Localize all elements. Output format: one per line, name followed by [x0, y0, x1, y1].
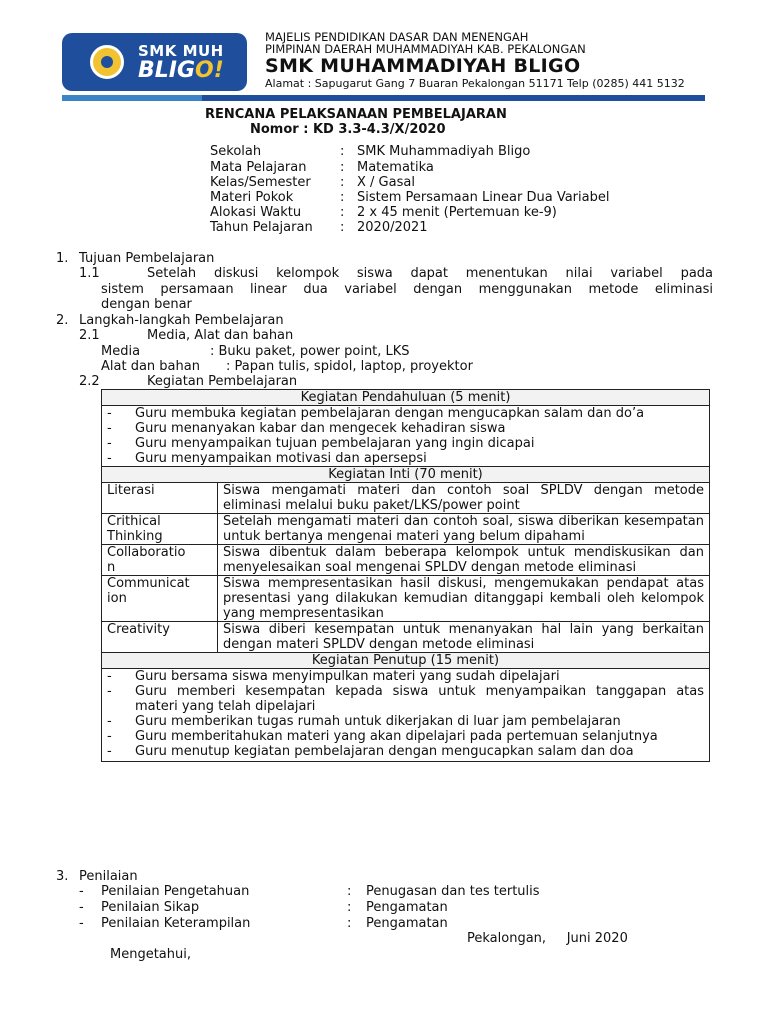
assessment-dash: -	[79, 884, 84, 899]
objective-line-2: sistem persamaan linear dua variabel dengan menggunakan metode eliminasi	[101, 282, 713, 297]
info-label: Kelas/Semester	[210, 175, 311, 190]
opening-activity-header: Kegiatan Pendahuluan (5 menit)	[102, 390, 710, 406]
table-row	[102, 545, 710, 576]
info-label: Tahun Pelajaran	[210, 220, 313, 235]
table-row	[102, 483, 710, 514]
assessment-label: Penilaian Keterampilan	[101, 916, 251, 931]
closing-activity-list	[102, 669, 710, 762]
table-row	[102, 406, 710, 467]
core-activity-label: Creativity	[102, 622, 218, 653]
section-2-1-number: 2.1	[79, 328, 100, 343]
section-3-title: Penilaian	[79, 869, 138, 884]
info-label: Alokasi Waktu	[210, 205, 302, 220]
section-2-2-title: Kegiatan Pembelajaran	[147, 374, 298, 389]
info-sep: :	[340, 175, 345, 190]
logo-text-top: SMK MUH	[138, 42, 224, 60]
section-1-title: Tujuan Pembelajaran	[79, 251, 215, 266]
school-logo	[62, 33, 247, 91]
section-2-title: Langkah-langkah Pembelajaran	[79, 313, 284, 328]
assessment-label: Penilaian Pengetahuan	[101, 884, 250, 899]
info-label: Materi Pokok	[210, 190, 294, 205]
info-value: 2020/2021	[357, 220, 428, 235]
table-row	[102, 622, 710, 653]
school-address: Alamat : Sapugarut Gang 7 Buaran Pekalongan 51171 Telp (0285) 441 5132	[265, 77, 685, 90]
assessment-value: Pengamatan	[366, 916, 448, 931]
section-1-number: 1.	[56, 251, 69, 266]
list-item: - Guru memberitahukan materi yang akan dipelajari pada pertemuan selanjutnya	[107, 729, 658, 744]
info-value: SMK Muhammadiyah Bligo	[357, 144, 531, 159]
org-line-2: PIMPINAN DAERAH MUHAMMADIYAH KAB. PEKALONGAN	[265, 42, 586, 56]
info-value: Matematika	[357, 160, 434, 175]
place-date: Pekalongan, Juni 2020	[467, 931, 628, 946]
tools-value: : Papan tulis, spidol, laptop, proyektor	[226, 359, 473, 374]
info-sep: :	[340, 205, 345, 220]
section-3-number: 3.	[56, 869, 69, 884]
document-title: RENCANA PELAKSANAAN PEMBELAJARAN	[205, 107, 507, 122]
org-line-1: MAJELIS PENDIDIKAN DASAR DAN MENENGAH	[265, 30, 529, 44]
table-row	[102, 390, 710, 406]
section-2-2-number: 2.2	[79, 374, 100, 389]
info-label: Mata Pelajaran	[210, 160, 307, 175]
closing-activity-header: Kegiatan Penutup (15 menit)	[102, 653, 710, 669]
core-activity-text: Siswa diberi kesempatan untuk menanyakan hal lain yang berkaitan dengan materi SPLDV dengan metode eliminasi	[218, 622, 710, 653]
media-label: Media	[101, 344, 141, 359]
list-item: - Guru menyampaikan tujuan pembelajaran yang ingin dicapai	[107, 436, 535, 451]
table-row	[102, 467, 710, 483]
list-item: - Guru memberi kesempatan kepada siswa untuk menyampaikan tanggapan atas materi yang telah dipelajari	[107, 684, 704, 714]
assessment-sep: :	[347, 884, 352, 899]
list-item: - Guru memberikan tugas rumah untuk dikerjakan di luar jam pembelajaran	[107, 714, 621, 729]
table-row	[102, 669, 710, 762]
assessment-dash: -	[79, 916, 84, 931]
info-sep: :	[340, 190, 345, 205]
table-row	[102, 653, 710, 669]
assessment-label: Penilaian Sikap	[101, 900, 200, 915]
media-value: : Buku paket, power point, LKS	[210, 344, 410, 359]
assessment-value: Pengamatan	[366, 900, 448, 915]
objective-line-1: Setelah diskusi kelompok siswa dapat menentukan nilai variabel pada	[147, 266, 713, 281]
section-1-1-number: 1.1	[79, 266, 100, 281]
list-item: - Guru menutup kegiatan pembelajaran dengan mengucapkan salam dan doa	[107, 744, 634, 759]
section-2-number: 2.	[56, 313, 69, 328]
info-value: 2 x 45 menit (Pertemuan ke-9)	[357, 205, 557, 220]
list-item: - Guru menyampaikan motivasi dan apersepsi	[107, 451, 427, 466]
core-activity-header: Kegiatan Inti (70 menit)	[102, 467, 710, 483]
info-sep: :	[340, 220, 345, 235]
info-sep: :	[340, 144, 345, 159]
assessment-sep: :	[347, 916, 352, 931]
table-row	[102, 576, 710, 622]
core-activity-text: Siswa mempresentasikan hasil diskusi, mengemukakan pendapat atas presentasi yang dilakukan kemudian ditanggapi kembali oleh kelompok yang mempresentasikan	[218, 576, 710, 622]
list-item: - Guru membuka kegiatan pembelajaran dengan mengucapkan salam dan do’a	[107, 406, 645, 421]
table-row	[102, 514, 710, 545]
assessment-dash: -	[79, 900, 84, 915]
list-item: - Guru menanyakan kabar dan mengecek kehadiran siswa	[107, 421, 506, 436]
core-activity-text: Siswa mengamati materi dan contoh soal SPLDV dengan metode eliminasi melalui buku paket/LKS/power point	[218, 483, 710, 514]
info-label: Sekolah	[210, 144, 262, 159]
core-activity-label: Literasi	[102, 483, 218, 514]
core-activity-text: Siswa dibentuk dalam beberapa kelompok untuk mendiskusikan dan menyelesaikan soal mengenai SPLDV dengan metode eliminasi	[218, 545, 710, 576]
school-name: SMK MUHAMMADIYAH BLIGO	[265, 55, 581, 77]
muhammadiyah-emblem-icon	[90, 45, 124, 79]
activities-table	[101, 389, 710, 762]
assessment-value: Penugasan dan tes tertulis	[366, 884, 540, 899]
assessment-sep: :	[347, 900, 352, 915]
section-2-1-title: Media, Alat dan bahan	[147, 328, 294, 343]
tools-label: Alat dan bahan	[101, 359, 200, 374]
core-activity-text: Setelah mengamati materi dan contoh soal, siswa diberikan kesempatan untuk bertanya mengenai materi yang belum dipahami	[218, 514, 710, 545]
objective-line-3: dengan benar	[101, 297, 192, 312]
info-value: X / Gasal	[357, 175, 415, 190]
document-number: Nomor : KD 3.3-4.3/X/2020	[250, 122, 446, 137]
list-item: - Guru bersama siswa menyimpulkan materi yang sudah dipelajari	[107, 669, 560, 684]
header-divider-accent	[62, 95, 202, 101]
core-activity-label: Crithical Thinking	[102, 514, 218, 545]
core-activity-label: Collaboratio n	[102, 545, 218, 576]
info-sep: :	[340, 160, 345, 175]
acknowledged-label: Mengetahui,	[110, 947, 191, 962]
logo-text-bottom: BLIGO!	[138, 58, 224, 83]
core-activity-label: Communicat ion	[102, 576, 218, 622]
info-value: Sistem Persamaan Linear Dua Variabel	[357, 190, 610, 205]
opening-activity-list	[102, 406, 710, 467]
